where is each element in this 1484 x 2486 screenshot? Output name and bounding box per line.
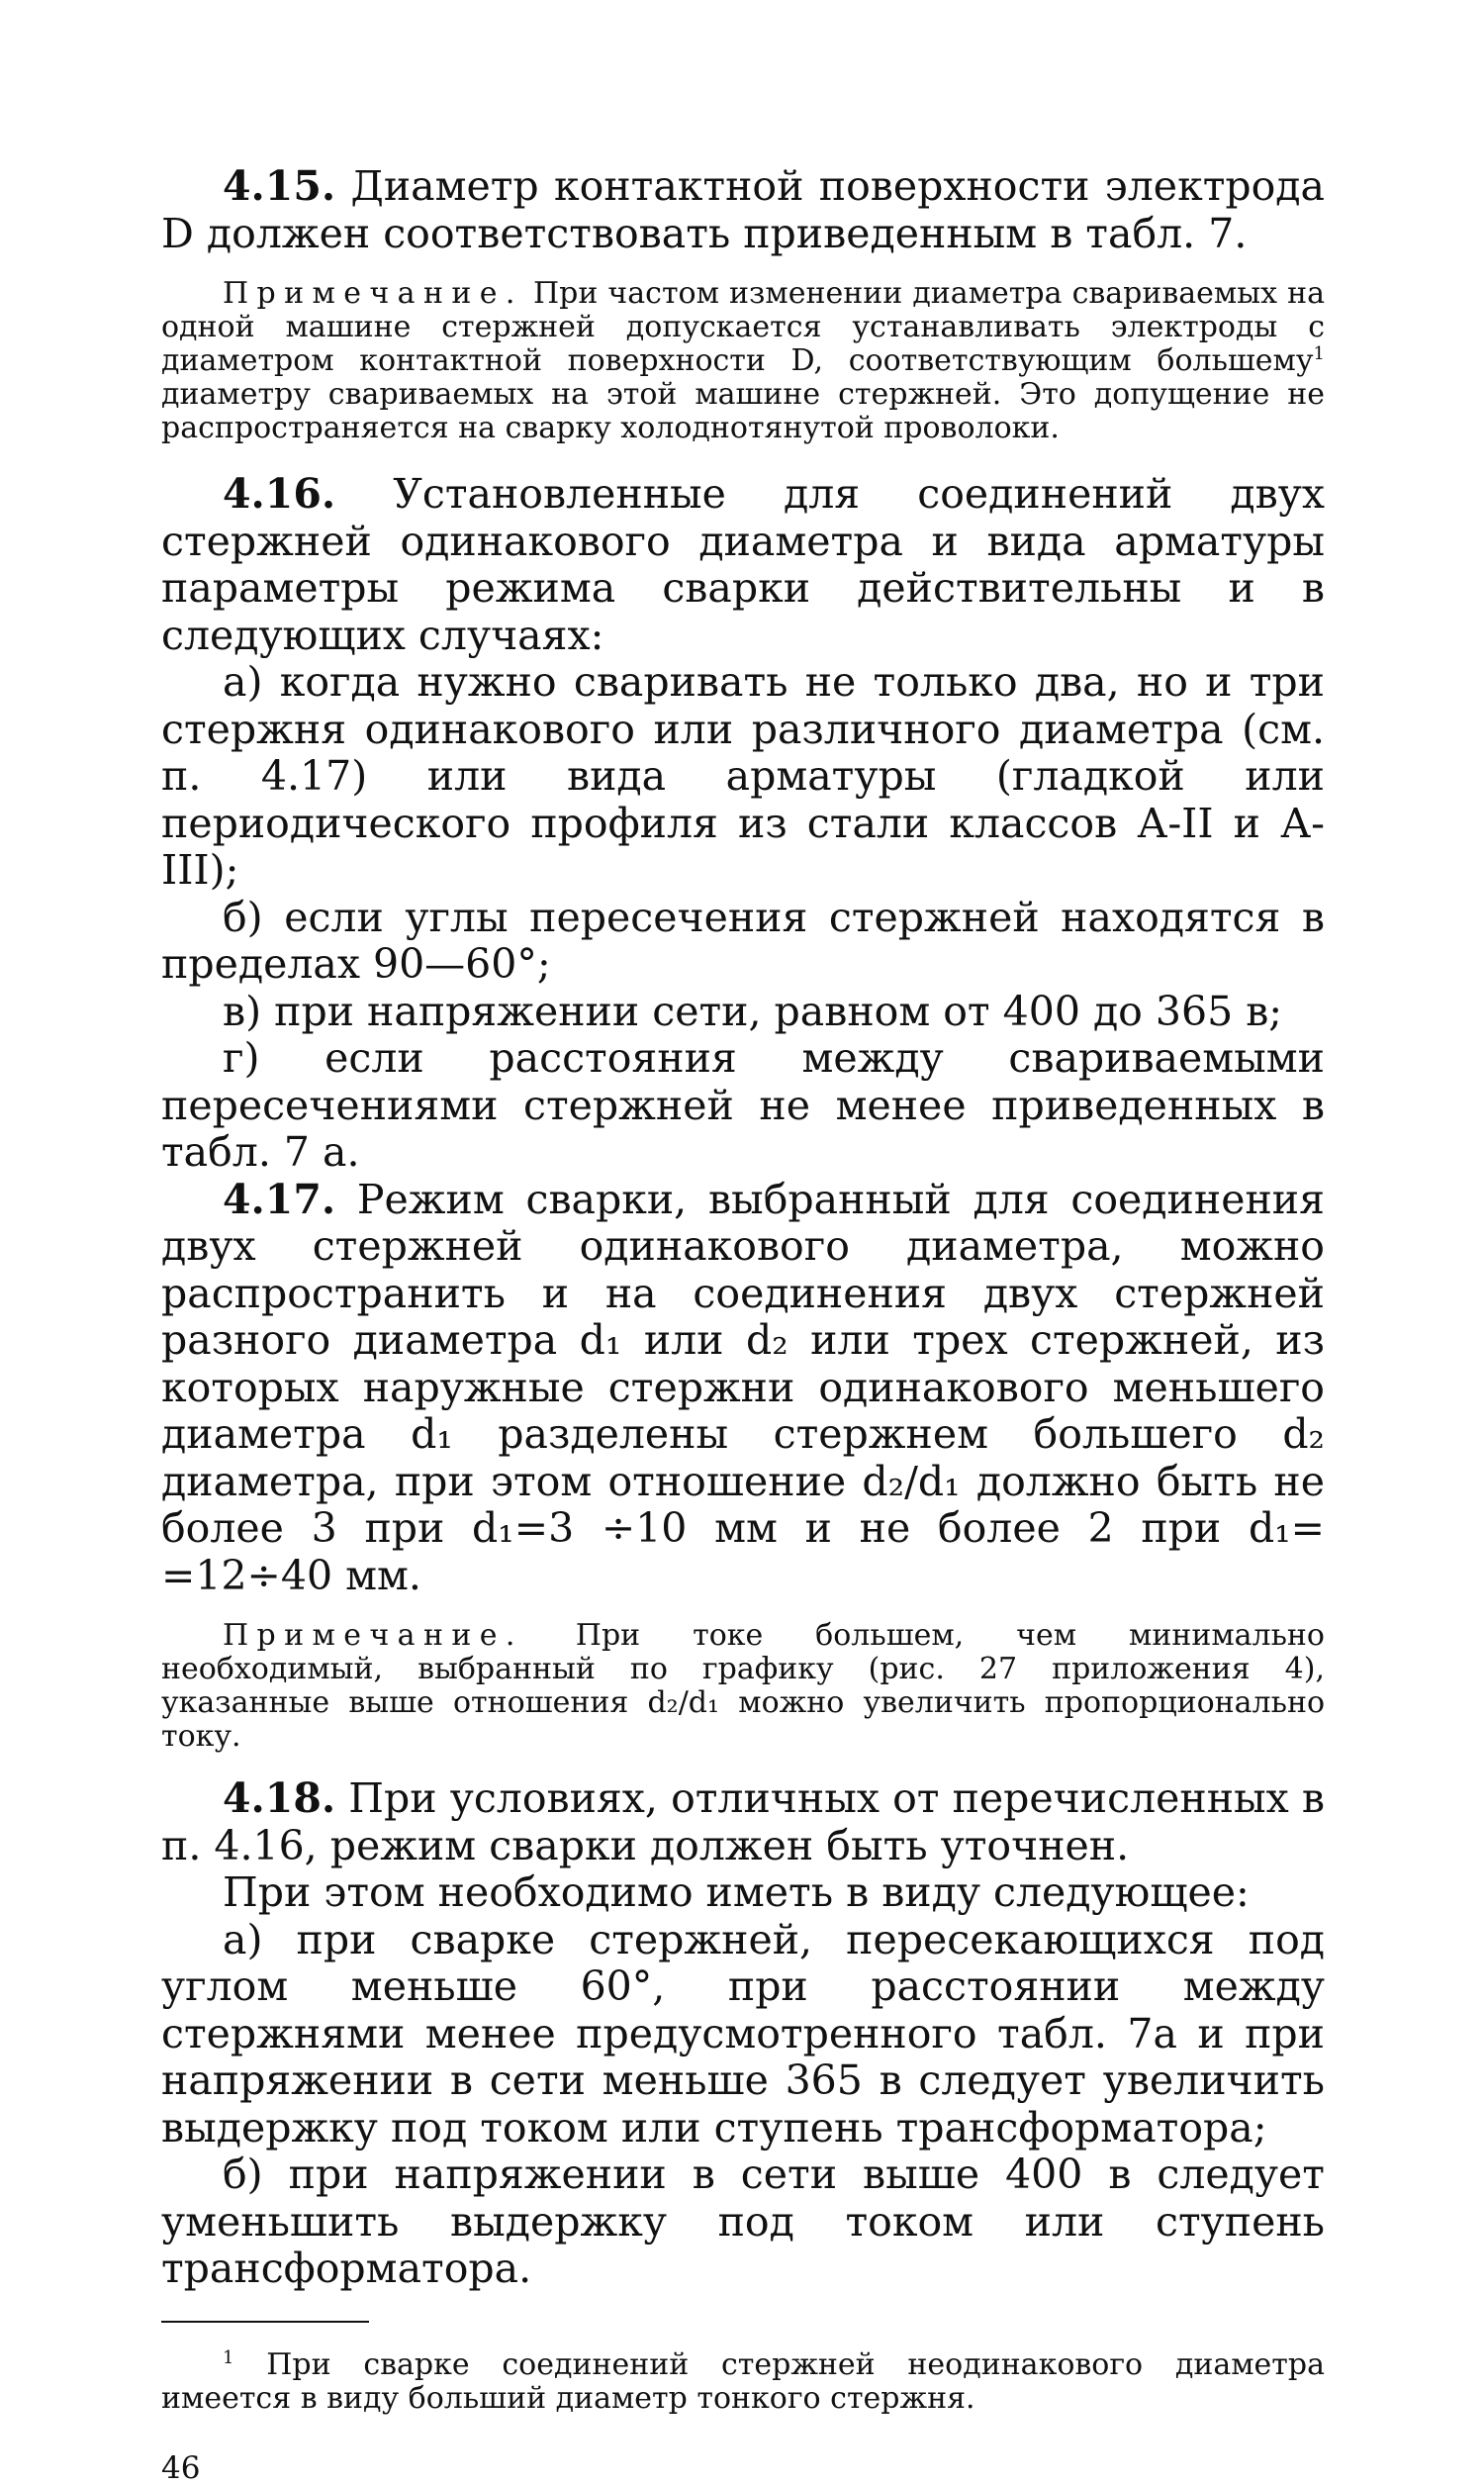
section-number: 4.17.: [223, 1175, 336, 1223]
section-number: 4.16.: [223, 470, 336, 518]
list-item-a: а) когда нужно сваривать не только два, но и три стержня одинакового или различного диаметра (см. п. 4.17) или вида арматуры (гладкой или периодического профиля из стали классов А-II и А-III);: [161, 658, 1325, 894]
section-4-18: [161, 1775, 1325, 1869]
note-1: [161, 277, 1325, 445]
list-item-a: а) при сварке стержней, пересекающихся под углом меньше 60°, при расстоянии между стержнями менее предусмотренного табл. 7а и при напряжении в сети меньше 365 в следует увеличить выдержку под током или ступень трансформатора;: [161, 1915, 1325, 2151]
section-4-15: [161, 163, 1325, 257]
section-text: При условиях, отличных от перечисленных в п. 4.16, режим сварки должен быть уточнен.: [161, 1774, 1325, 1869]
section-text: Диаметр контактной поверхности электрода D должен соответствовать приведенным в табл. 7.: [161, 162, 1325, 257]
list-item-g: г) если расстояния между свариваемыми пересечениями стержней не менее приведенных в табл. 7 а.: [161, 1034, 1325, 1176]
section-number: 4.18.: [223, 1774, 336, 1822]
footnote: [161, 2348, 1325, 2416]
list-item-b: б) если углы пересечения стержней находятся в пределах 90—60°;: [161, 893, 1325, 988]
page-number: 46: [161, 2449, 201, 2486]
section-number: 4.15.: [223, 162, 336, 210]
note-text-continued: диаметру свариваемых на этой машине стержней. Это допущение не распространяется на сварку холоднотянутой проволоки.: [161, 377, 1325, 445]
section-text: Режим сварки, выбранный для соединения двух стержней одинакового диаметра, можно распространить и на соединения двух стержней разного диаметра d₁ или d₂ или трех стержней, из которых наружные стержни одинакового меньшего диаметра d₁ разделены стержнем большего d₂ диаметра, при этом отношение d₂/d₁ должно быть не более 3 при d₁=3 ÷10 мм и не более 2 при d₁= =12÷40 мм.: [161, 1175, 1325, 1599]
footnote-reference: 1: [1313, 343, 1325, 364]
footnote-mark: 1: [223, 2346, 234, 2368]
note-text: При частом изменении диаметра свариваемых на одной машине стержней допускается устанавливать электроды с диаметром контактной поверхности D, соответствующим большему: [161, 276, 1325, 378]
note-2: [161, 1619, 1325, 1754]
footnote-text: При сварке соединений стержней неодинакового диаметра имеется в виду больший диаметр тонкого стержня.: [161, 2346, 1325, 2416]
section-4-18-lead: При этом необходимо иметь в виду следующее:: [223, 1868, 1250, 1916]
footnote-divider: [161, 2321, 369, 2323]
section-text: Установленные для соединений двух стержней одинакового диаметра и вида арматуры параметры режима сварки действительны и в следующих случаях:: [161, 470, 1325, 659]
page-content: [161, 163, 1325, 2485]
list-item-v: в) при напряжении сети, равном от 400 до 365 в;: [223, 987, 1283, 1035]
section-4-17: [161, 1177, 1325, 1600]
list-item-b: б) при напряжении в сети выше 400 в следует уменьшить выдержку под током или ступень трансформатора.: [161, 2151, 1325, 2292]
note-label: Примечание.: [223, 1618, 523, 1653]
section-4-16: [161, 471, 1325, 659]
note-label: Примечание.: [223, 276, 523, 311]
note-text: При токе большем, чем минимально необходимый, выбранный по графику (рис. 27 приложения 4), указанные выше отношения d₂/d₁ можно увеличить пропорционально току.: [161, 1618, 1325, 1754]
